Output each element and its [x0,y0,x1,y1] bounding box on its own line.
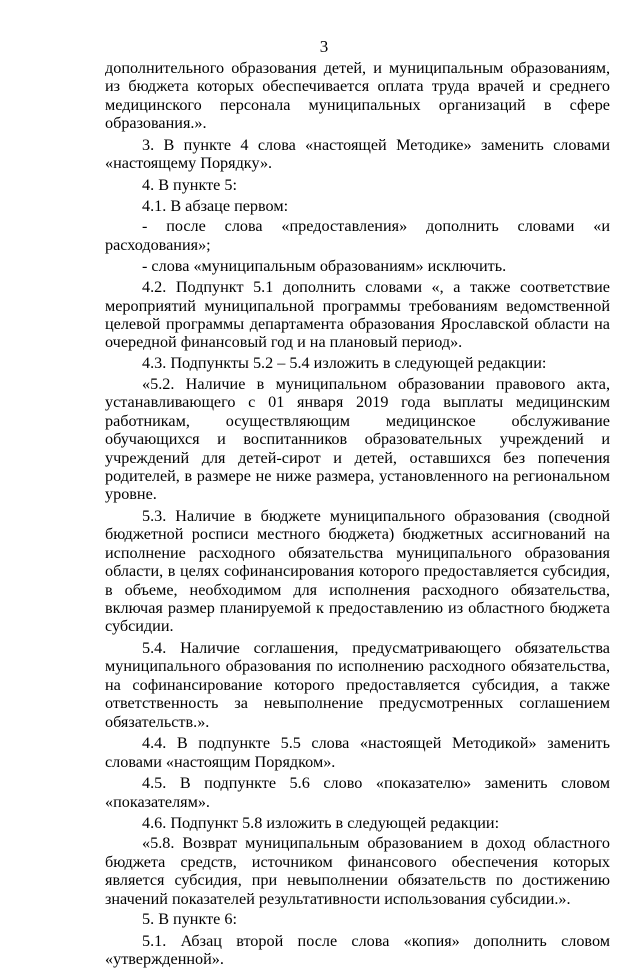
paragraph-dash-1: - после слова «предоставления» дополнить словами «и расходования»; [105,217,610,254]
paragraph-item-4-2: 4.2. Подпункт 5.1 дополнить словами «, а также соответствие мероприятий муниципальной программы требованиям ведомственной целевой программы департамента образования Ярославской области на очередной финансовый год и на плановый период». [105,278,610,352]
paragraph-item-4-1: 4.1. В абзаце первом: [142,196,289,215]
paragraph-item-4-4: 4.4. В подпункте 5.5 слова «настоящей Методикой» заменить словами «настоящим Порядком». [105,734,610,771]
paragraph-item-5: 5. В пункте 6: [142,910,237,929]
paragraph-continuation: дополнительного образования детей, и муниципальным образованиям, из бюджета которых обеспечивается оплата труда врачей и среднего медицинского персонала муниципальных организаций в сфере образования.». [105,59,610,133]
page-number: 3 [319,37,329,56]
paragraph-item-3: 3. В пункте 4 слова «настоящей Методике» заменить словами «настоящему Порядку». [105,135,610,173]
paragraph-item-5-1: 5.1. Абзац второй после слова «копия» дополнить словом «утвержденной». [105,931,610,969]
document-body [105,59,610,969]
paragraph-item-5-4: 5.4. Наличие соглашения, предусматривающего обязательства муниципального образования по исполнению расходного обязательства, на софинансирование которого предоставляется субсидия, а также ответственность за невыполнение предусмотренных соглашением обязательств.». [105,639,610,731]
paragraph-item-5-8: «5.8. Возврат муниципальным образованием в доход областного бюджета средств, источником финансового обеспечения которых является субсидия, при невыполнении обязательств по достижению значений показателей результативности использования субсидии.». [105,834,610,908]
paragraph-item-4-5: 4.5. В подпункте 5.6 слово «показателю» заменить словом «показателям». [105,774,610,811]
paragraph-item-4: 4. В пункте 5: [142,175,237,194]
paragraph-item-5-2: «5.2. Наличие в муниципальном образовании правового акта, устанавливающего с 01 января 2019 года выплаты медицинским работникам, осуществляющим медицинское обслуживание обучающихся и воспитанников образовательных учреждений и учреждений для детей-сирот и детей, оставшихся без попечения родителей, в размере не ниже размера, установленного на региональном уровне. [105,375,610,504]
paragraph-item-4-3: 4.3. Подпункты 5.2 – 5.4 изложить в следующей редакции: [142,354,547,373]
paragraph-item-4-6: 4.6. Подпункт 5.8 изложить в следующей редакции: [142,813,500,832]
paragraph-item-5-3: 5.3. Наличие в бюджете муниципального образования (сводной бюджетной росписи местного бюджета) бюджетных ассигнований на исполнение расходного обязательства муниципального образования области, в целях софинансирования которого предоставляется субсидия, в объеме, необходимом для исполнения расходного обязательства, включая размер планируемой к предоставлению из областного бюджета субсидии. [105,507,610,636]
paragraph-dash-2: - слова «муниципальным образованиям» исключить. [142,256,507,275]
